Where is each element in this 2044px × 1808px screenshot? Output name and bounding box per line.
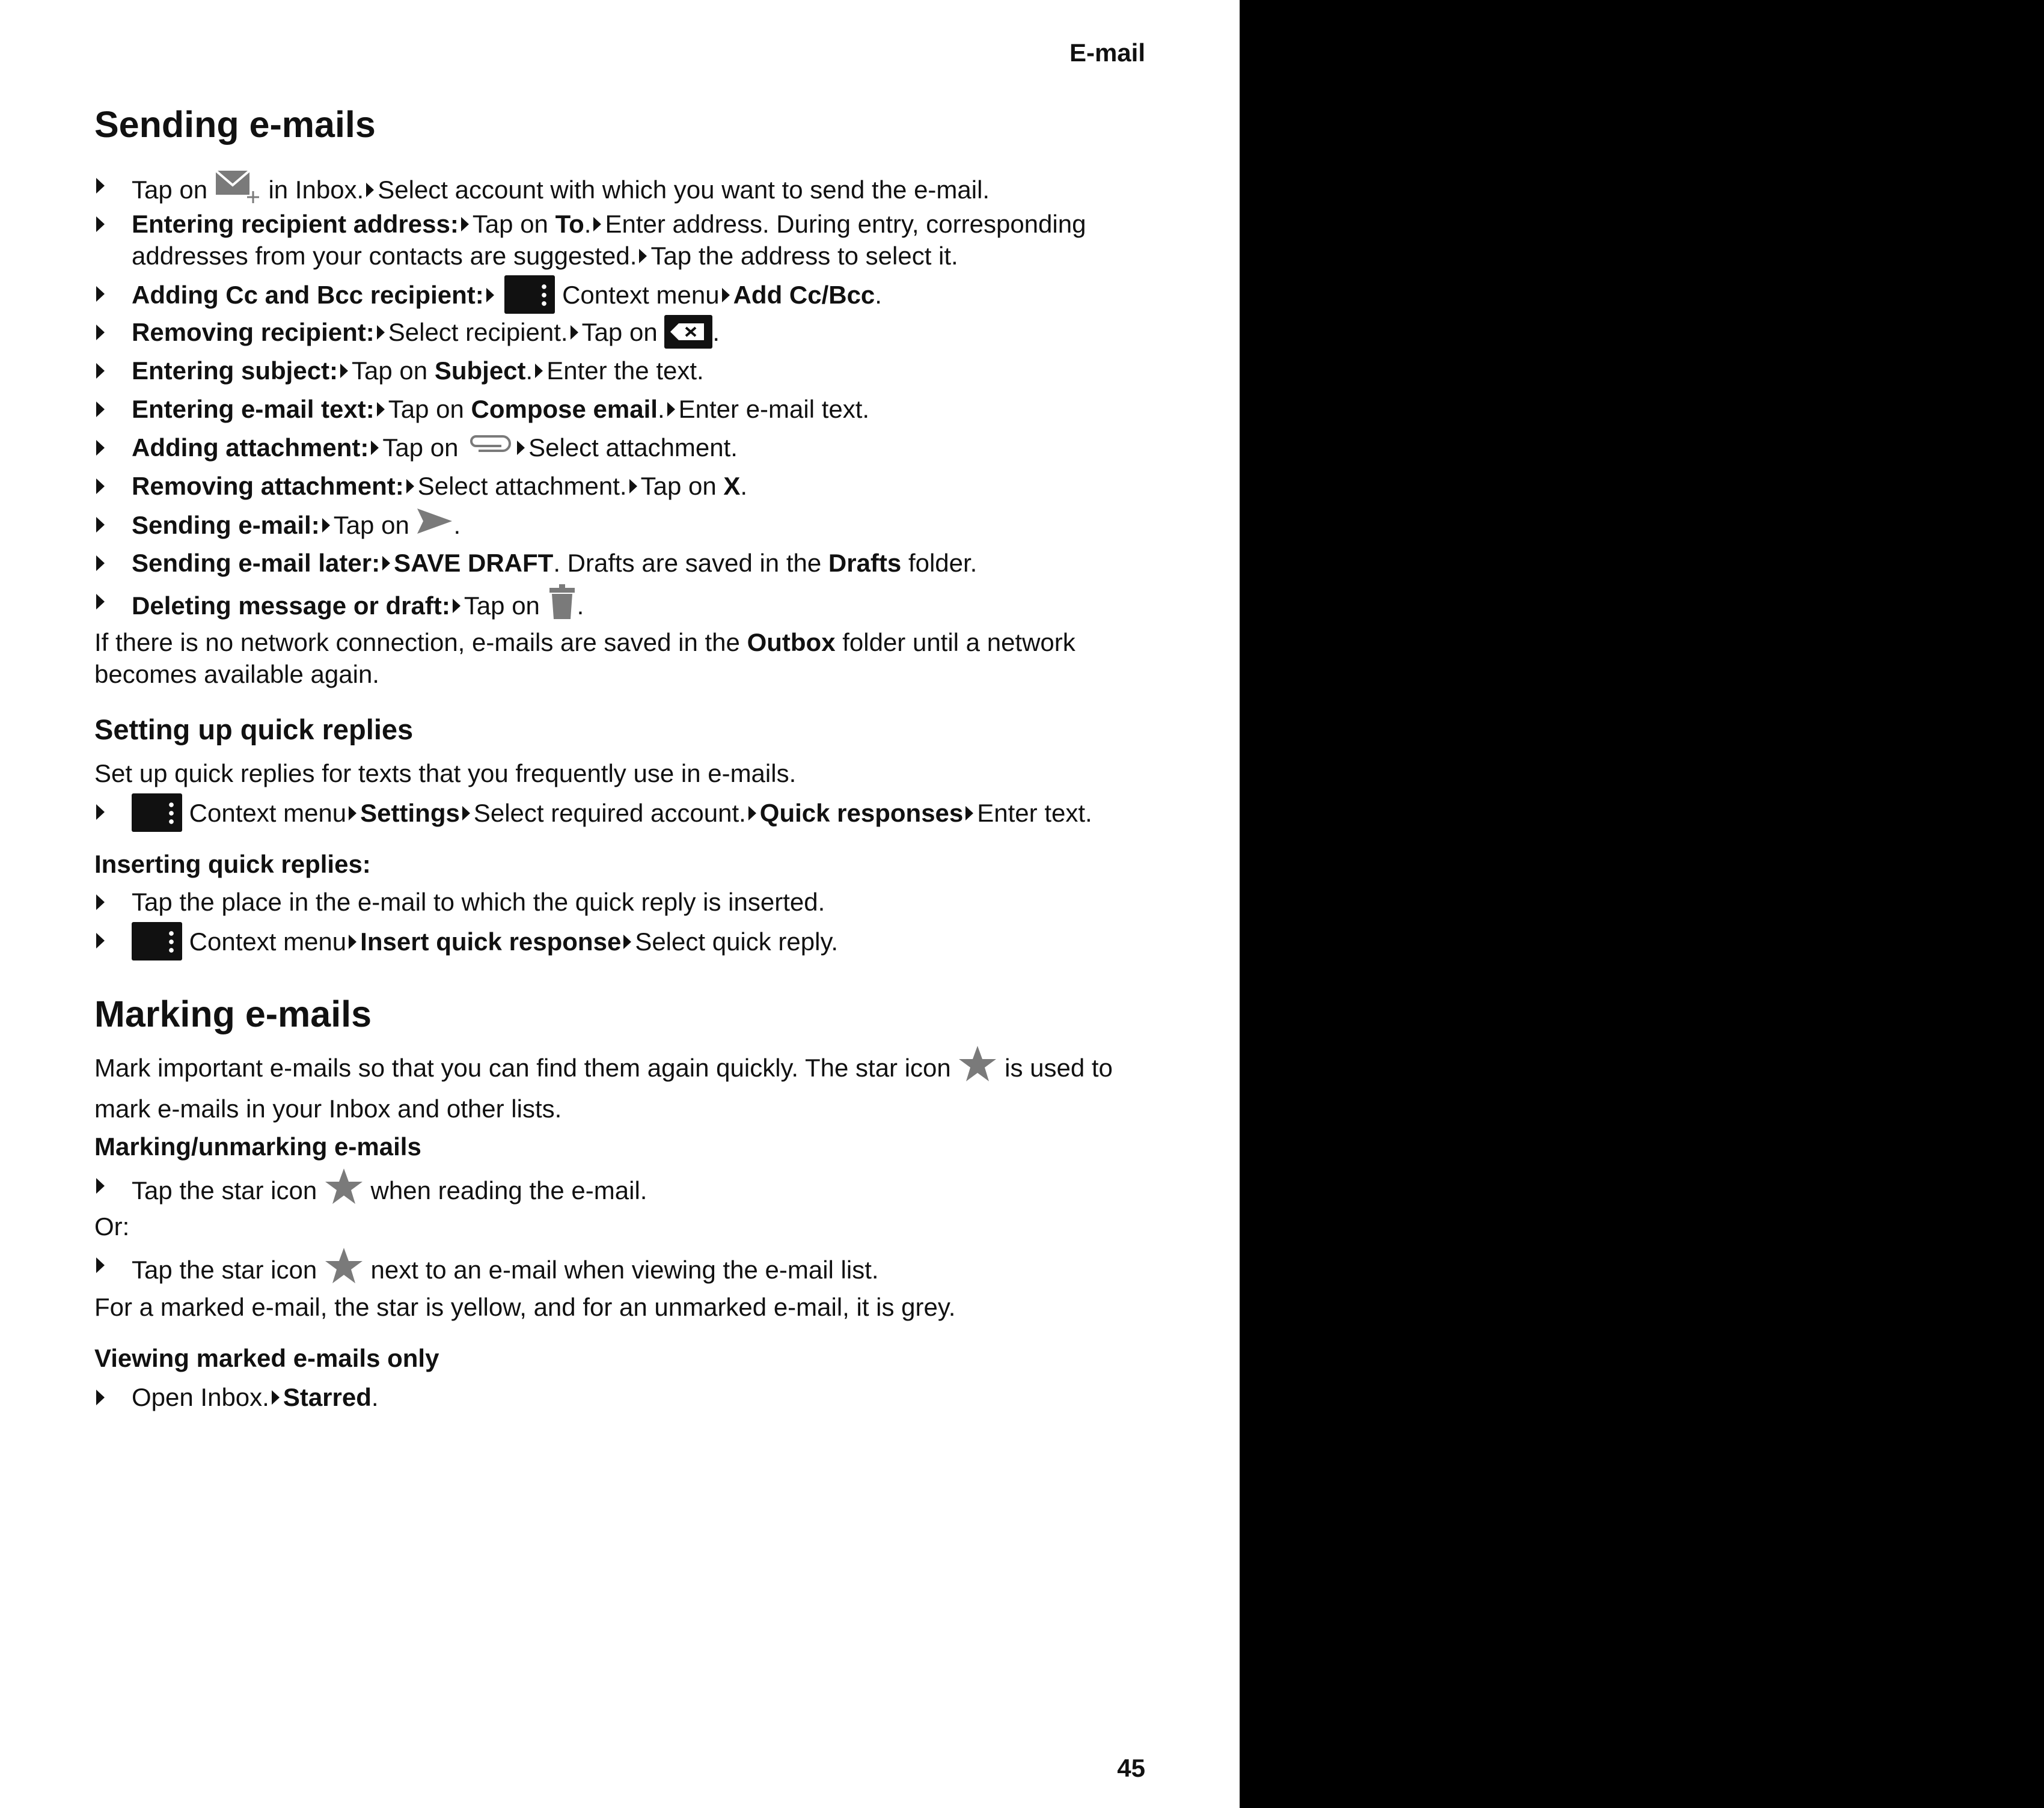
bullet-arrow-icon — [96, 286, 105, 302]
sending-emails-heading: Sending e-mails — [94, 104, 376, 145]
context-menu-icon — [132, 922, 182, 960]
context-menu-icon — [504, 275, 555, 314]
marking-unmarking-heading: Marking/unmarking e-mails — [94, 1132, 421, 1161]
bullet-arrow-icon — [96, 517, 105, 533]
star-color-note: For a marked e-mail, the star is yellow, and for an unmarked e-mail, it is grey. — [94, 1293, 956, 1321]
star-icon — [324, 1247, 364, 1292]
bullet-arrow-icon — [96, 325, 105, 340]
list-item: Tap the place in the e-mail to which the quick reply is inserted. — [94, 886, 1152, 918]
bullet-arrow-icon — [96, 478, 105, 494]
list-item: Deleting message or draft: Tap on . — [94, 585, 1152, 630]
bullet-arrow-icon — [96, 1178, 105, 1194]
bullet-arrow-icon — [96, 1390, 105, 1405]
list-item: Adding Cc and Bcc recipient: Context menu Add Cc/Bcc. — [94, 278, 1152, 316]
list-item: Tap the star icon next to an e-mail when viewing the e-mail list. — [94, 1249, 1152, 1295]
viewing-marked-heading: Viewing marked e-mails only — [94, 1344, 439, 1372]
new-mail-icon — [215, 167, 262, 212]
marking-intro: Mark important e-mails so that you can find them again quickly. The star icon is used to mark e-mails in your Inbox and other lists. — [94, 1047, 1145, 1125]
bullet-arrow-icon — [96, 216, 105, 232]
bullet-arrow-icon — [96, 594, 105, 609]
bullet-arrow-icon — [96, 178, 105, 194]
list-item: Context menu Insert quick response Select quick reply. — [94, 924, 1152, 963]
list-item: Entering recipient address: Tap on To. Enter address. During entry, corresponding addresses from your contacts are suggested. Tap the address to select it. — [94, 208, 1152, 272]
list-item: Context menu Settings Select required account. Quick responses Enter text. — [94, 796, 1152, 834]
paperclip-icon — [465, 431, 515, 463]
bullet-arrow-icon — [96, 933, 105, 948]
list-item: Sending e-mail later: SAVE DRAFT. Drafts are saved in the Drafts folder. — [94, 547, 1152, 579]
list-item: Tap on in Inbox. Select account with which you want to send the e-mail. — [94, 170, 1152, 214]
or-label: Or: — [94, 1212, 130, 1241]
offline-note: If there is no network connection, e-mails are saved in the Outbox folder until a network becomes available again. — [94, 628, 1076, 688]
list-item: Tap the star icon when reading the e-mail. — [94, 1170, 1152, 1215]
list-item: Removing recipient: Select recipient. Tap on . — [94, 316, 1152, 351]
list-item: Entering subject: Tap on Subject. Enter the text. — [94, 355, 1152, 386]
inserting-quick-replies-heading: Inserting quick replies: — [94, 850, 371, 878]
bullet-arrow-icon — [96, 804, 105, 820]
marking-emails-heading: Marking e-mails — [94, 994, 372, 1034]
quick-replies-intro: Set up quick replies for texts that you frequently use in e-mails. — [94, 759, 797, 787]
backspace-icon — [664, 315, 712, 349]
list-item: Removing attachment: Select attachment. Tap on X. — [94, 470, 1152, 502]
section-header: E-mail — [1069, 38, 1145, 67]
quick-replies-heading: Setting up quick replies — [94, 713, 414, 745]
send-icon — [416, 506, 453, 543]
bullet-arrow-icon — [96, 440, 105, 456]
bullet-arrow-icon — [96, 363, 105, 379]
list-item: Open Inbox. Starred. — [94, 1381, 1152, 1413]
context-menu-icon — [132, 793, 182, 832]
star-icon — [958, 1045, 997, 1090]
bullet-arrow-icon — [96, 555, 105, 571]
trash-icon — [547, 583, 577, 628]
bullet-arrow-icon — [96, 894, 105, 910]
star-icon — [324, 1167, 364, 1213]
list-item: Entering e-mail text: Tap on Compose email. Enter e-mail text. — [94, 393, 1152, 425]
list-item: Adding attachment: Tap on Select attachment. — [94, 432, 1152, 465]
bullet-arrow-icon — [96, 402, 105, 417]
list-item: Sending e-mail: Tap on . — [94, 508, 1152, 546]
bullet-arrow-icon — [96, 1257, 105, 1273]
page-number: 45 — [1117, 1754, 1145, 1782]
